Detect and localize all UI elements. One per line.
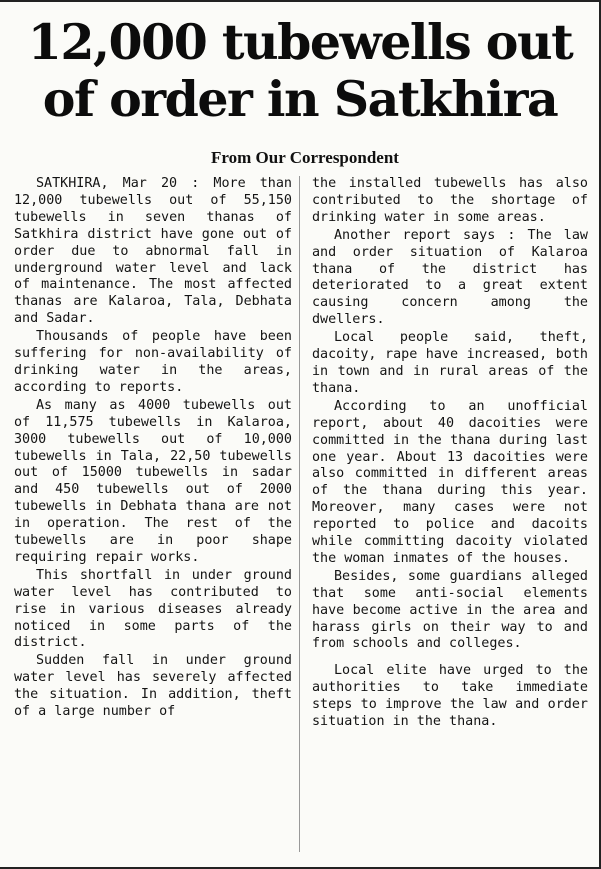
paragraph: Local elite have urged to the authorities to take immediate steps to improve the law and order situation in the thana. [312,663,588,730]
paragraph: This shortfall in under ground water level has contributed to rise in various diseases already noticed in some parts of the district. [14,567,292,651]
paragraph: Another report says : The law and order situation of Kalaroa thana of the district has deteriorated to a great extent causing concern among the dwellers. [312,227,588,328]
paragraph: Besides, some guardians alleged that some anti-social elements have become active in the area and harass girls on their way to and from schools and colleges. [312,568,588,652]
paragraph: According to an unofficial report, about 40 dacoities were committed in the thana during last one year. About 13 dacoities were also committed in different areas of the thana during this year. Moreover, many cases were not reported to police and dacoits while committing dacoity violated the woman inmates of the houses. [312,398,588,566]
byline: From Our Correspondent [211,148,399,167]
paragraph: the installed tubewells has also contributed to the shortage of drinking water in some areas. [312,176,588,225]
paragraph: Sudden fall in under ground water level has severely affected the situation. In addition, theft of a large number of [14,653,292,720]
paragraph: As many as 4000 tubewells out of 11,575 tubewells in Kalaroa, 3000 tubewells out of 10,000 tubewells in Tala, 22,50 tubewells out of 15000 tubewells in sadar and 450 tubewells out of 2000 tubewells in Debhata thana are not in operation. The rest of the tubewells are in poor shape requiring repair works. [14,397,292,565]
paragraph: Local people said, theft, dacoity, rape have increased, both in town and in rural areas of the thana. [312,330,588,396]
left-column [14,176,292,721]
paragraph: Thousands of people have been suffering for non-availability of drinking water in the areas, according to reports. [14,329,292,395]
headline: 12,000 tubewells out of order in Satkhira [27,13,573,128]
column-divider [299,176,300,852]
paragraph: SATKHIRA, Mar 20 : More than 12,000 tubewells out of 55,150 tubewells in seven thanas of Satkhira district have gone out of order due to abnormal fall in underground water level and lack of maintenance. The most affected thanas are Kalaroa, Tala, Debhata and Sadar. [14,176,292,327]
right-column [312,176,588,731]
